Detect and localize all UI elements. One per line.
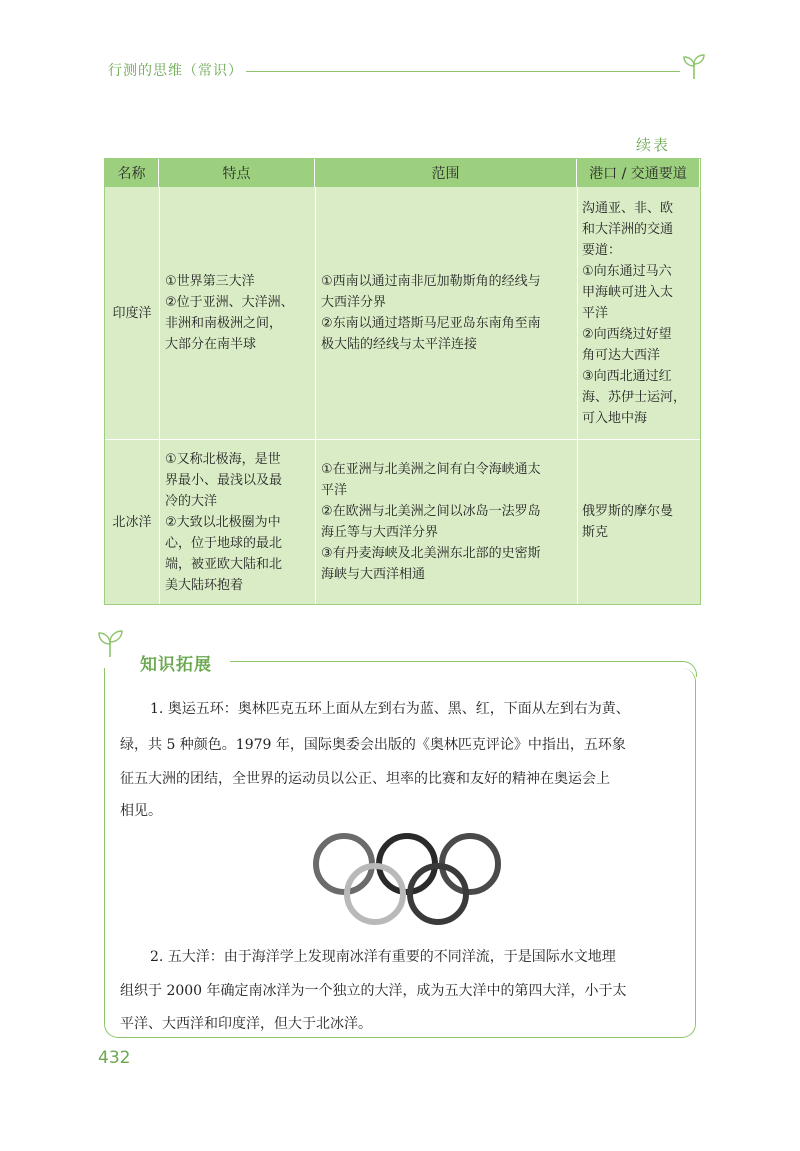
- text-line: ①世界第三大洋: [165, 274, 255, 289]
- column-header-range: 范围: [315, 159, 577, 187]
- column-header-ports: 港口 / 交通要道: [577, 159, 700, 187]
- text-line: ①在亚洲与北美洲之间有白令海峡通太: [321, 462, 541, 477]
- text-line: 非洲和南极洲之间，: [165, 316, 283, 331]
- text-line: 斯克: [582, 525, 609, 540]
- sprout-icon: [96, 630, 126, 658]
- ring-bottom-right: [410, 866, 466, 922]
- text-line: ②东南以通过塔斯马尼亚岛东南角至南: [321, 316, 541, 331]
- paragraph-line: 1. 奥运五环：奥林匹克五环上面从左到右为蓝、黑、红，下面从左到右为黄、: [150, 701, 630, 717]
- ring-top-left: [316, 836, 372, 892]
- text-line: 海丘等与大西洋分界: [321, 525, 439, 540]
- text-line: 俄罗斯的摩尔曼: [582, 504, 674, 519]
- column-header-features: 特点: [159, 159, 315, 187]
- row-name-arctic-ocean: 北冰洋: [112, 514, 152, 530]
- column-divider: [315, 187, 316, 604]
- row-features-arctic-ocean: [165, 440, 313, 604]
- text-line: 甲海峡可进入太: [582, 284, 674, 300]
- text-line: 端，被亚欧大陆和北: [165, 556, 283, 572]
- text-line: ②向西绕过好望: [582, 326, 672, 342]
- page-number: 432: [98, 1048, 131, 1068]
- text-line: 美大陆环抱着: [165, 577, 244, 593]
- olympic-rings-image: [310, 830, 506, 930]
- text-line: ②位于亚洲、大洋洲、: [165, 295, 294, 310]
- text-line: 界最小、最浅以及最: [165, 472, 283, 488]
- ring-top-middle: [379, 836, 435, 892]
- text-line: 可入地中海: [582, 410, 648, 426]
- paragraph-line: 征五大洲的团结，全世界的运动员以公正、坦率的比赛和友好的精神在奥运会上: [120, 771, 610, 787]
- header-title: 行测的思维（常识）: [108, 63, 243, 79]
- text-line: 大部分在南半球: [165, 337, 257, 352]
- text-line: 沟通亚、非、欧: [582, 200, 674, 216]
- ocean-table: [104, 158, 701, 605]
- ring-top-right: [442, 836, 498, 892]
- header-rule: [246, 71, 680, 72]
- text-line: ①又称北极海，是世: [165, 451, 281, 467]
- paragraph-line: 组织于 2000 年确定南冰洋为一个独立的大洋，成为五大洋中的第四大洋，小于太: [120, 983, 627, 999]
- row-range-arctic-ocean: [321, 440, 575, 604]
- knowledge-title: 知识拓展: [140, 655, 212, 675]
- text-line: 平洋: [321, 483, 348, 498]
- text-line: 海、苏伊士运河，: [582, 389, 687, 405]
- text-line: ③向西北通过红: [582, 368, 672, 384]
- knowledge-rule: [230, 661, 682, 662]
- paragraph-line: 2. 五大洋：由于海洋学上发现南冰洋有重要的不同洋流，于是国际水文地理: [150, 949, 616, 965]
- row-range-indian-ocean: [321, 187, 575, 439]
- text-line: ②大致以北极圈为中: [165, 514, 281, 530]
- paragraph-line: 绿，共 5 种颜色。1979 年，国际奥委会出版的《奥林匹克评论》中指出，五环象: [120, 737, 626, 753]
- continued-label: 续表: [636, 136, 671, 154]
- column-divider: [159, 187, 160, 604]
- knowledge-heading: [96, 630, 696, 675]
- text-line: 冷的大洋: [165, 493, 218, 509]
- text-line: 平洋: [582, 305, 609, 321]
- paragraph-line: 平洋、大西洋和印度洋，但大于北冰洋。: [120, 1016, 372, 1032]
- column-divider: [577, 187, 578, 604]
- row-ports-arctic-ocean: [582, 440, 700, 604]
- row-name-indian-ocean: 印度洋: [112, 305, 152, 321]
- text-line: 和大洋洲的交通: [582, 221, 674, 237]
- text-line: ①向东通过马六: [582, 263, 672, 279]
- text-line: 极大陆的经线与太平洋连接: [321, 337, 478, 352]
- paragraph-line: 相见。: [120, 803, 162, 819]
- text-line: ②在欧洲与北美洲之间以冰岛一法罗岛: [321, 504, 541, 519]
- sprout-icon: [680, 54, 708, 80]
- text-line: 角可达大西洋: [582, 347, 661, 363]
- row-features-indian-ocean: [165, 187, 313, 439]
- text-line: 要道：: [582, 242, 622, 258]
- text-line: 大西洋分界: [321, 295, 387, 310]
- text-line: 心，位于地球的最北: [165, 535, 283, 551]
- column-header-name: 名称: [105, 159, 159, 187]
- ring-bottom-left: [347, 866, 403, 922]
- row-ports-indian-ocean: [582, 187, 700, 439]
- text-line: ③有丹麦海峡及北美洲东北部的史密斯: [321, 546, 541, 561]
- page-header: [78, 54, 708, 84]
- text-line: ①西南以通过南非厄加勒斯角的经线与: [321, 274, 541, 289]
- text-line: 海峡与大西洋相通: [321, 567, 426, 582]
